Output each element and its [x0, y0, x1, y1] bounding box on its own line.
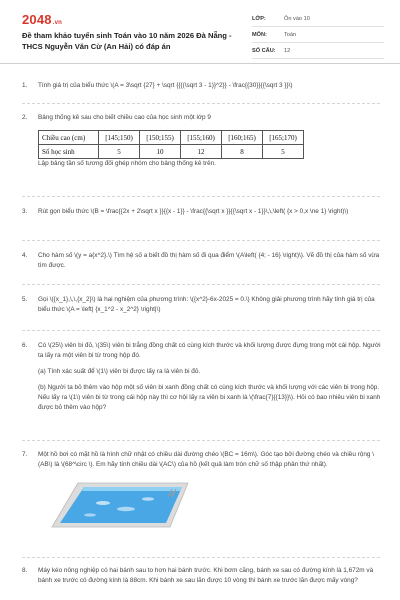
table-cell: [160;165): [222, 131, 263, 145]
question-3: [22, 207, 382, 217]
question-2: [22, 113, 382, 169]
question-part-b: (b) Người ta bỏ thêm vào hộp một số viên bi xanh đồng chất có cùng kích thước và khối lượng với các viên bi trong hộp. Nếu lấy ra \(1\) viên bi từ trong cái hộp này thì cơ hội lấy ra viên bi xanh là \(\frac{7}{{13}}\). Hỏi có bao nhiêu viên bi xanh được bỏ thêm vào hộp?: [38, 384, 381, 411]
question-number: 5.: [22, 296, 28, 303]
question-number: 2.: [22, 114, 28, 121]
pool-illustration: [48, 479, 198, 531]
question-number: 1.: [22, 82, 28, 89]
question-divider: [22, 330, 380, 331]
meta-label: LỚP:: [252, 16, 266, 22]
logo-suffix: .vn: [52, 20, 63, 26]
meta-value: 12: [284, 48, 291, 54]
pool-image: [48, 479, 382, 535]
question-number: 7.: [22, 451, 28, 458]
table-cell: 8: [222, 145, 263, 159]
question-8: [22, 566, 382, 586]
meta-row-subject: [252, 30, 384, 43]
table-cell: [165;170): [263, 131, 304, 145]
meta-row-count: [252, 46, 384, 59]
table-cell: [150;155): [140, 131, 181, 145]
table-cell: 5: [99, 145, 140, 159]
question-4: [22, 251, 382, 271]
question-6: [22, 341, 382, 413]
table-cell: Số học sinh: [39, 145, 99, 159]
question-text: Một hồ bơi có mặt hồ là hình chữ nhật có chiều dài đường chéo \(BC = 16m\). Góc tạo bởi đường chéo và chiều rộng \(AB\) là \(68^\circ \). Em hãy tính chiều dài \(AC\) của hồ (kết quả làm tròn chữ số thập phân thứ nhất).: [38, 451, 374, 468]
meta-value: Toán: [284, 32, 297, 38]
question-number: 8.: [22, 567, 28, 574]
question-text: Bảng thống kê sau cho biết chiều cao của học sinh một lớp 9: [38, 114, 211, 121]
meta-label: SỐ CÂU:: [252, 48, 276, 54]
question-number: 4.: [22, 252, 28, 259]
question-text: Có \(25\) viên bi đỏ, \(35\) viên bi trắng đồng chất có cùng kích thước và khối lượng được đựng trong một cái hộp. Người ta lấy ra một viên bi từ trong hộp đó.: [38, 342, 381, 359]
question-divider: [22, 196, 380, 197]
logo-text: 2048: [22, 12, 52, 27]
question-7: [22, 450, 382, 535]
question-divider: [22, 240, 380, 241]
table-cell: 10: [140, 145, 181, 159]
question-text: Lập bảng tần số tương đối ghép nhóm cho bảng thống kê trên.: [38, 160, 216, 167]
question-number: 3.: [22, 208, 28, 215]
question-text: Tính giá trị của biểu thức \(A = 3\sqrt {27} + \sqrt {{{(\sqrt 3 - 1)}^2}} - \frac{{30}}{{\sqrt 3 }}\): [38, 82, 293, 89]
question-number: 6.: [22, 342, 28, 349]
question-divider: [22, 557, 380, 558]
table-cell: Chiều cao (cm): [39, 131, 99, 145]
question-text: Cho hàm số \(y = a{x^2}.\) Tìm hệ số a biết đồ thị hàm số đi qua điểm \(A\left( {4; - 16} \right)\). Vẽ đồ thị của hàm số vừa tìm được.: [38, 252, 380, 269]
table-cell: 12: [181, 145, 222, 159]
meta-value: Ôn vào 10: [284, 16, 310, 22]
table-row: [39, 145, 304, 159]
table-cell: [155;160): [181, 131, 222, 145]
question-divider: [22, 103, 380, 104]
site-logo[interactable]: [22, 12, 62, 27]
question-1: [22, 81, 382, 91]
table-row: [39, 131, 304, 145]
meta-info: [252, 14, 384, 62]
table-cell: [145;150): [99, 131, 140, 145]
meta-row-class: [252, 14, 384, 27]
document-title: Đề tham khảo tuyển sinh Toán vào 10 năm 2026 Đà Nẵng - THCS Nguyễn Văn Cừ (An Hải) có đáp án: [22, 31, 232, 51]
table-cell: 5: [263, 145, 304, 159]
document-header: [0, 0, 400, 64]
question-part-a: (a) Tính xác suất để \(1\) viên bi được lấy ra là viên bi đỏ.: [38, 368, 201, 375]
height-stats-table: [38, 130, 304, 159]
meta-label: MÔN:: [252, 32, 267, 38]
question-text: Máy kéo nông nghiệp có hai bánh sau to hơn hai bánh trước. Khi bơm căng, bánh xe sau có đường kính là 1,672m và bánh xe trước có đường kính là 88cm. Khi bánh xe sau lăn được 10 vòng thì bánh xe trước lăn được mấy vòng?: [38, 567, 374, 584]
question-text: Gọi \({x_1},\,\,{x_2}\) là hai nghiệm của phương trình: \({x^2}-6x-2025 = 0.\) Không giải phương trình hãy tính giá trị của biểu thức \(A = \left| {x_1^2 - x_2^2} \right|\): [38, 296, 375, 313]
question-divider: [22, 440, 380, 441]
question-text: Rút gọn biểu thức \(B = \frac{{2x + 2\sqrt x }}{{x - 1}} - \frac{{\sqrt x }}{{\sqrt x - 1}}\,\,\left( {x > 0,x \ne 1} \right)\): [38, 208, 349, 215]
question-5: [22, 295, 382, 315]
question-divider: [22, 284, 380, 285]
